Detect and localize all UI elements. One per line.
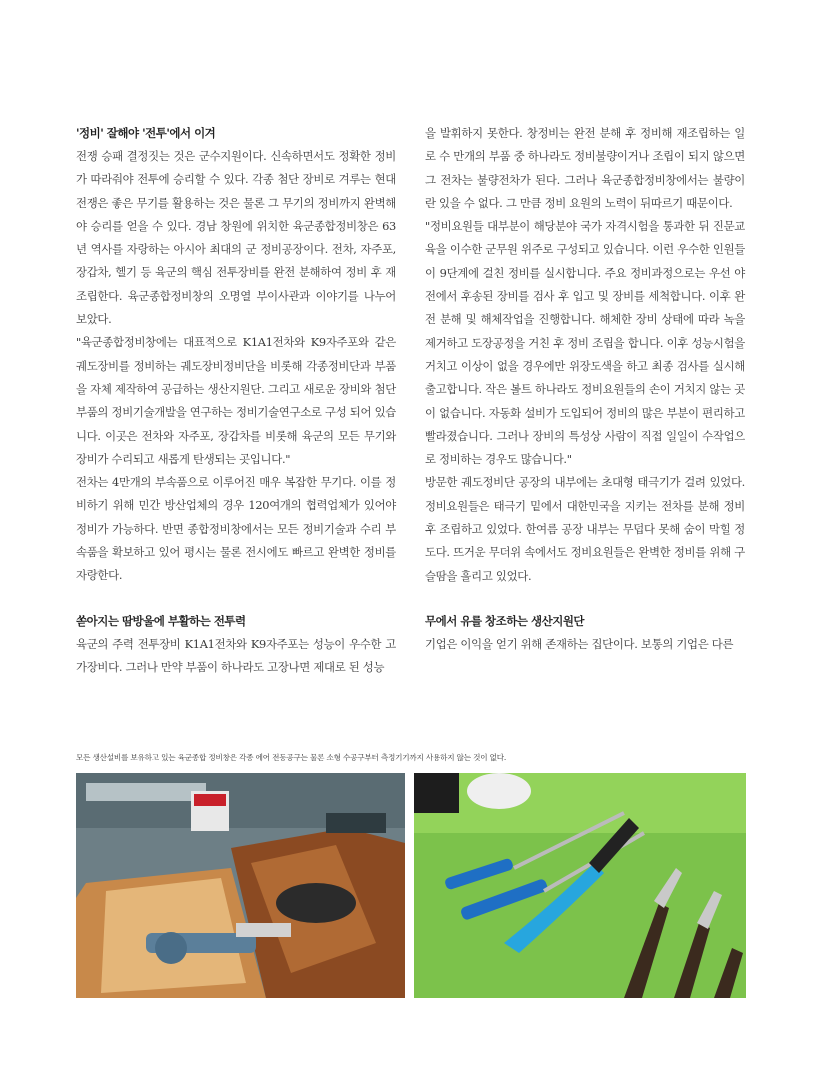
body-paragraph: 육군의 주력 전투장비 K1A1전차와 K9자주포는 성능이 우수한 고가장비다. 그러나 만약 부품이 하나라도 고장나면 제대로 된 성능: [76, 636, 396, 674]
photo-micrometers: [76, 773, 405, 998]
body-paragraph: "육군종합정비창에는 대표적으로 K1A1전차와 K9자주포와 같은 궤도장비를 정비하는 궤도장비정비단을 비롯해 각종정비단과 부품을 자체 제작하여 공급하는 생산지원단. 그리고 새로운 장비와 첨단부품의 정비기술개발을 연구하는 정비기술연구소로 구성 되어 있습니다. 이곳은 전차와 자주포, 장갑차를 비롯해 육군의 모든 무기와 장비가 수리되고 새롭게 탄생되는 곳입니다.": [76, 335, 396, 466]
section-heading: 무에서 유를 창조하는 생산지원단: [425, 613, 585, 628]
body-paragraph: 방문한 궤도정비단 공장의 내부에는 초대형 태극기가 걸려 있었다. 정비요원들은 태극기 밑에서 대한민국을 지키는 전차를 분해 정비 후 조립하고 있었다. 한여름 공장 내부는 무덥다 못해 숨이 막힐 정도다. 뜨거운 무더위 속에서도 정비요원들은 완벽한 정비를 위해 구슬땀을 흘리고 있었다.: [425, 475, 745, 583]
body-paragraph: 전차는 4만개의 부속품으로 이루어진 매우 복잡한 무기다. 이를 정비하기 위해 민간 방산업체의 경우 120여개의 협력업체가 있어야 정비가 가능하다. 반면 종합정비창에서는 모든 정비기술과 수리 부속품을 확보하고 있어 평시는 물론 전시에도 빠르고 완벽한 정비를 자랑한다.: [76, 475, 396, 583]
photo-tools: [414, 773, 746, 998]
body-paragraph: "정비요원들 대부분이 해당분야 국가 자격시험을 통과한 뒤 진문교육을 이수한 군무원 위주로 구성되고 있습니다. 이런 우수한 인원들이 9단계에 걸친 정비를 실시합니다. 주요 정비과정으로는 우선 야전에서 후송된 장비를 검사 후 입고 및 장비를 세척합니다. 이후 완전 분해 및 해체작업을 진행합니다. 해체한 장비 상태에 따라 녹을 제거하고 도장공정을 거친 후 정비 조립을 합니다. 이후 성능시험을 거치고 이상이 없을 경우에만 위장도색을 하고 최종 검사를 실시해 출고합니다. 작은 볼트 하나라도 정비요원들의 손이 거치지 않는 곳이 없습니다. 자동화 설비가 도입되어 정비의 많은 부분이 편리하고 빨라졌습니다. 그러나 장비의 특성상 사람이 직접 일일이 수작업으로 정비하는 경우도 많습니다.": [425, 219, 745, 467]
section-heading: 쏟아지는 땀방울에 부활하는 전투력: [76, 613, 246, 628]
photo-caption: 모든 생산설비를 보유하고 있는 육군종합 정비창은 각종 에어 전동공구는 물론 소형 수공구부터 측정기기까지 사용하지 않는 것이 없다.: [76, 753, 507, 762]
section-heading: '정비' 잘해야 '전투'에서 이겨: [76, 126, 216, 140]
body-paragraph: 기업은 이익을 얻기 위해 존재하는 집단이다. 보통의 기업은 다른: [425, 636, 734, 651]
left-column: [76, 122, 396, 679]
body-paragraph: 을 발휘하지 못한다. 창정비는 완전 분해 후 정비해 재조립하는 일로 수 만개의 부품 중 하나라도 정비불량이거나 조립이 되지 않으면 그 전차는 불량전차가 된다. 그러나 육군종합정비창에서는 불량이란 있을 수 없다. 그 만큼 정비 요원의 노력이 뒤따르기 때문이다.: [425, 126, 745, 210]
body-paragraph: 전쟁 승패 결정짓는 것은 군수지원이다. 신속하면서도 정확한 정비가 따라줘야 전투에 승리할 수 있다. 각종 첨단 장비로 겨루는 현대 전쟁은 좋은 무기를 활용하는 것은 물론 그 무기의 정비까지 완벽해야 승리를 얻을 수 있다. 경남 창원에 위치한 육군종합정비창은 63년 역사를 자랑하는 아시아 최대의 군 정비공장이다. 전차, 자주포, 장갑차, 헬기 등 육군의 핵심 전투장비를 완전 분해하여 정비 후 재조립한다. 육군종합정비창의 오명열 부이사관과 이야기를 나누어 보았다.: [76, 149, 396, 327]
right-column: [425, 122, 745, 656]
